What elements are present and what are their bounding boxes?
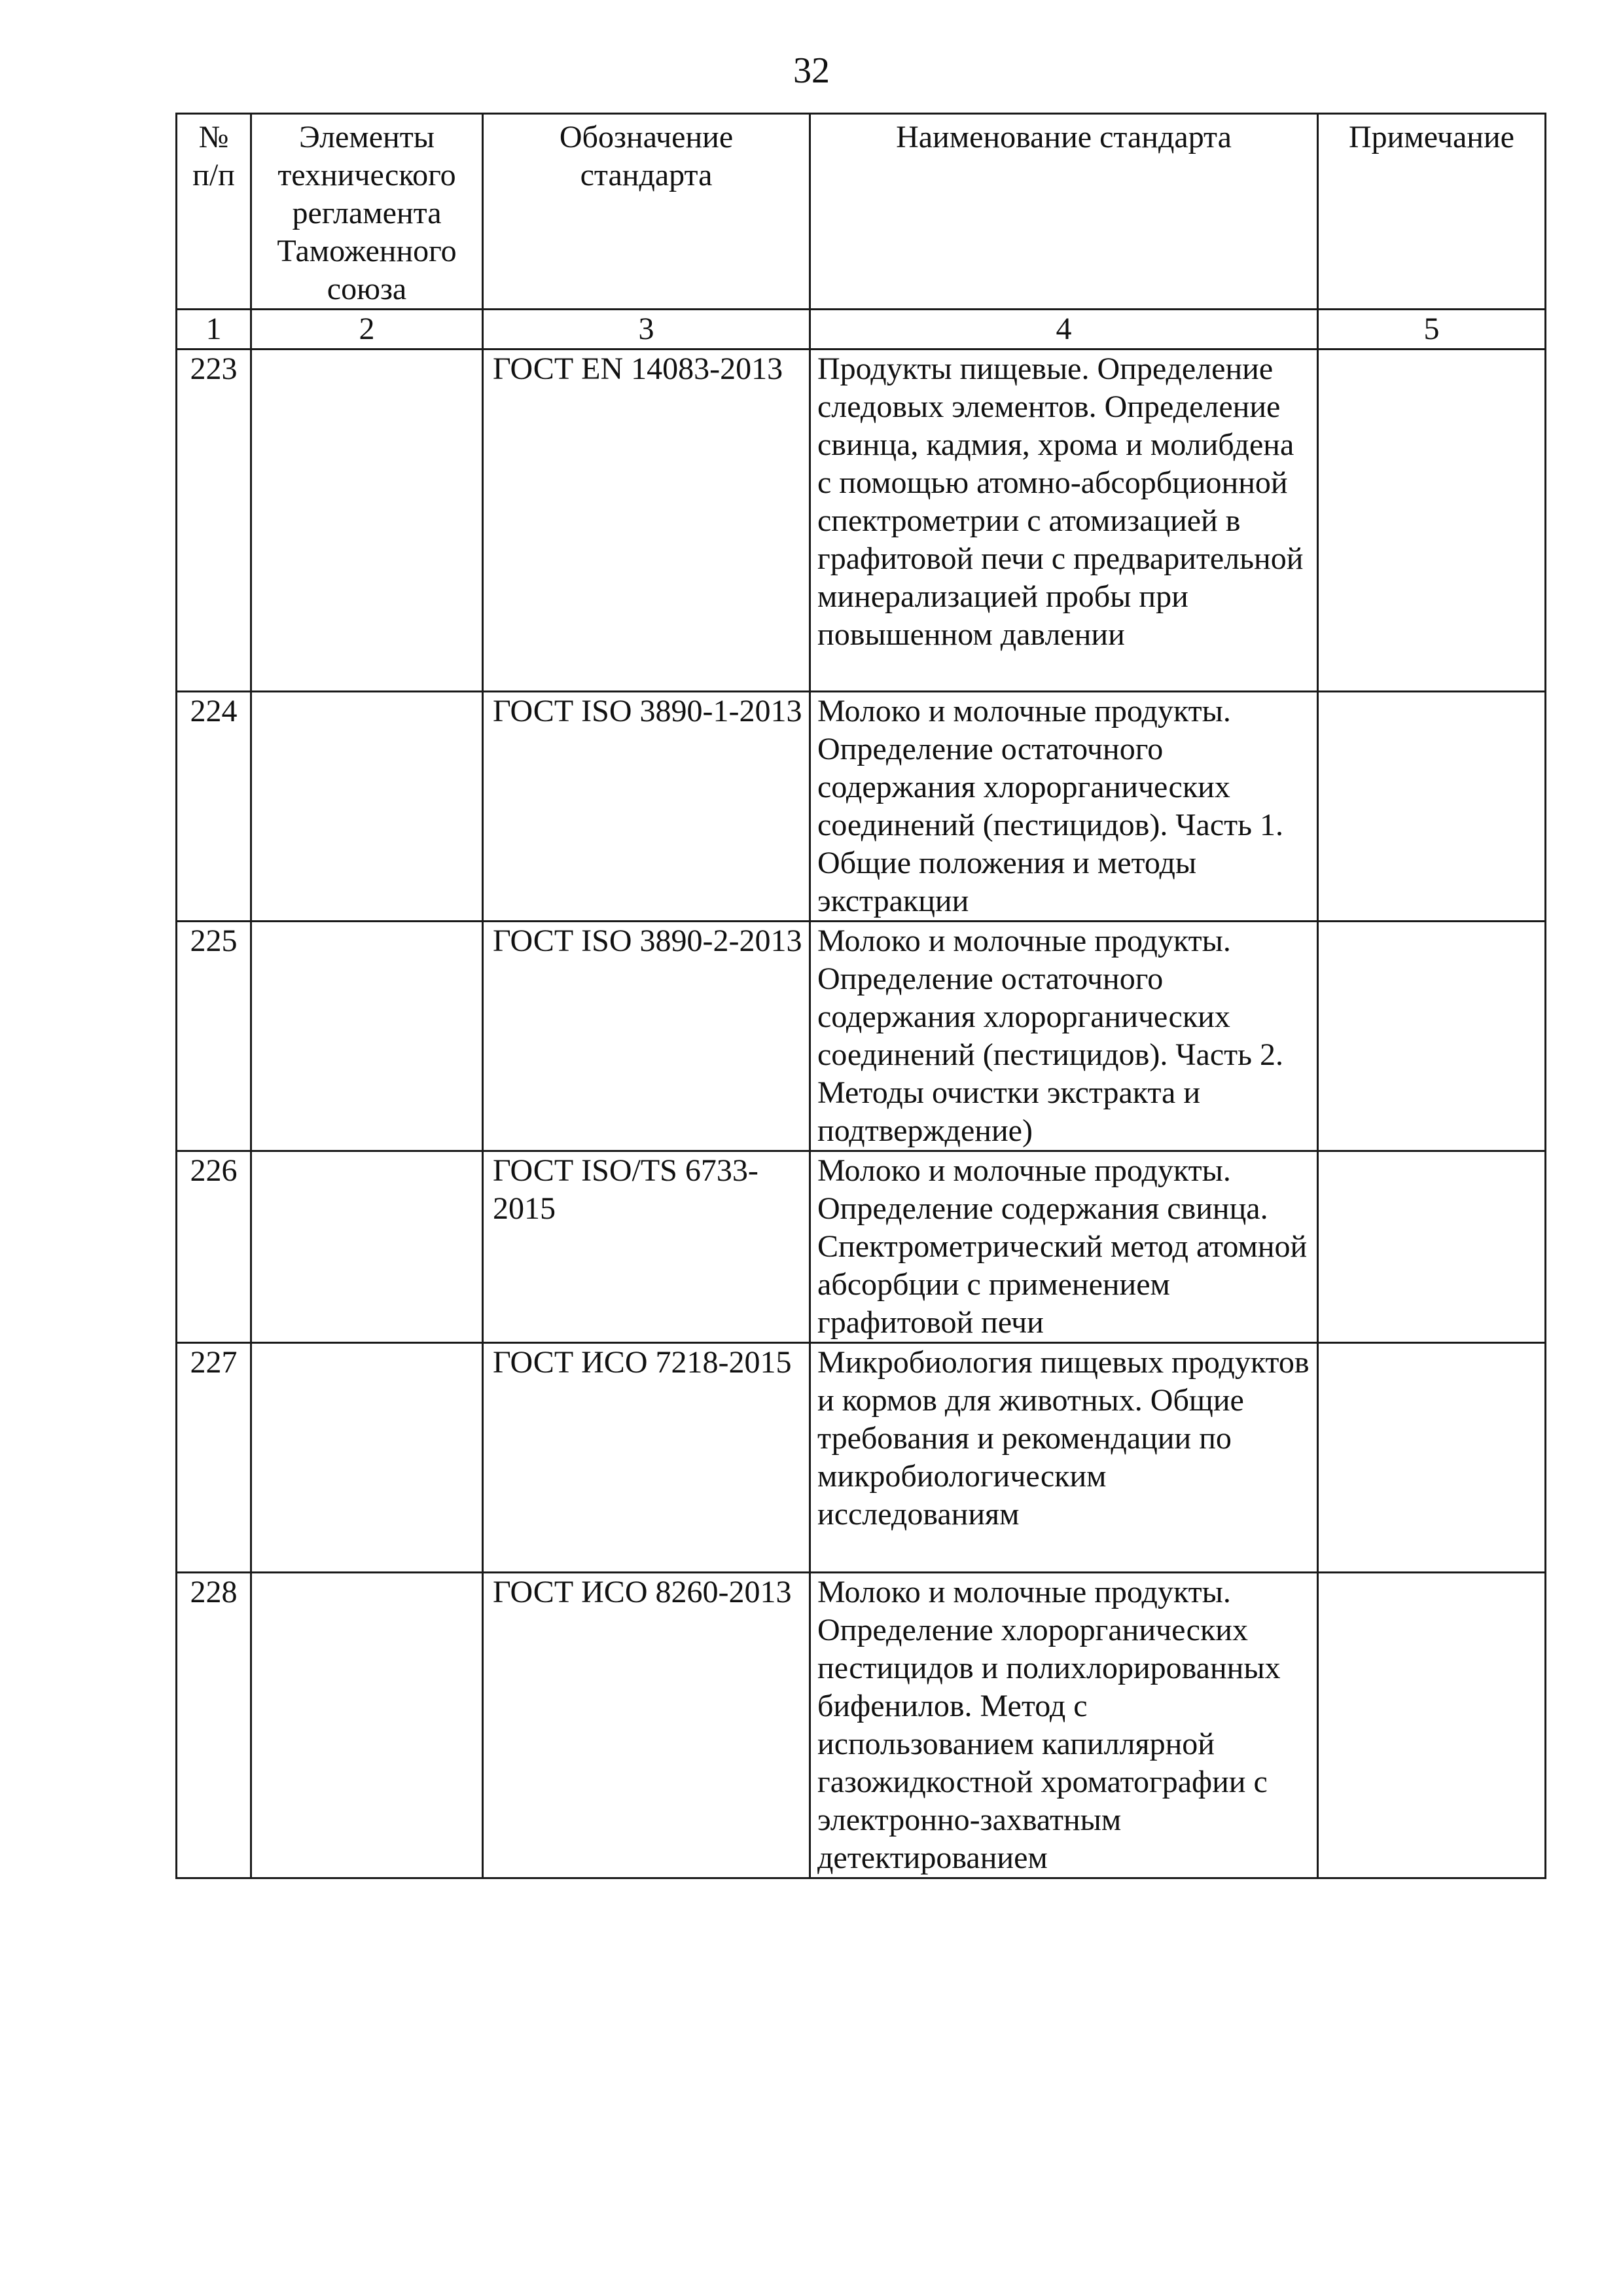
page-number: 32: [793, 50, 830, 91]
row-element: [251, 1573, 483, 1878]
row-note: [1318, 1151, 1546, 1343]
row-number: 223: [177, 350, 251, 692]
header-name: Наименование стандарта: [810, 114, 1318, 310]
standards-table: [175, 113, 1546, 1879]
row-element: [251, 1151, 483, 1343]
row-standard-name: Молоко и молочные продукты. Определение содержания свинца. Спектрометрический метод атомной абсорбции с применением графитовой печи: [810, 1151, 1318, 1343]
column-number: 4: [810, 310, 1318, 350]
row-element: [251, 1343, 483, 1573]
column-number-row: [177, 310, 1546, 350]
column-number: 5: [1318, 310, 1546, 350]
row-number: 226: [177, 1151, 251, 1343]
row-note: [1318, 922, 1546, 1151]
header-element: Элементы технического регламента Таможенного союза: [251, 114, 483, 310]
row-element: [251, 350, 483, 692]
row-number: 228: [177, 1573, 251, 1878]
header-num: № п/п: [177, 114, 251, 310]
table-row: [177, 1151, 1546, 1343]
table-row: [177, 692, 1546, 922]
column-number: 1: [177, 310, 251, 350]
table-row: [177, 1343, 1546, 1573]
row-note: [1318, 692, 1546, 922]
row-standard-code: ГОСТ ИСО 7218-2015: [483, 1343, 810, 1573]
column-number: 3: [483, 310, 810, 350]
table-row: [177, 350, 1546, 692]
table-row: [177, 1573, 1546, 1878]
row-standard-name: Молоко и молочные продукты. Определение остаточного содержания хлорорганических соединений (пестицидов). Часть 2. Методы очистки экстракта и подтверждение): [810, 922, 1318, 1151]
row-standard-name: Молоко и молочные продукты. Определение хлорорганических пестицидов и полихлорированных бифенилов. Метод с использованием капиллярной газожидкостной хроматографии с электронно-захватным детектированием: [810, 1573, 1318, 1878]
row-standard-code: ГОСТ ИСО 8260-2013: [483, 1573, 810, 1878]
row-number: 227: [177, 1343, 251, 1573]
row-number: 224: [177, 692, 251, 922]
row-note: [1318, 1343, 1546, 1573]
row-number: 225: [177, 922, 251, 1151]
header-note: Примечание: [1318, 114, 1546, 310]
row-standard-code: ГОСТ ISO/TS 6733-2015: [483, 1151, 810, 1343]
row-element: [251, 922, 483, 1151]
row-element: [251, 692, 483, 922]
table-header-row: [177, 114, 1546, 310]
row-note: [1318, 1573, 1546, 1878]
row-standard-name: Продукты пищевые. Определение следовых элементов. Определение свинца, кадмия, хрома и молибдена с помощью атомно-абсорбционной спектрометрии с атомизацией в графитовой печи с предварительной минерализацией пробы при повышенном давлении: [810, 350, 1318, 692]
row-standard-name: Молоко и молочные продукты. Определение остаточного содержания хлорорганических соединений (пестицидов). Часть 1. Общие положения и методы экстракции: [810, 692, 1318, 922]
row-standard-code: ГОСТ ISO 3890-1-2013: [483, 692, 810, 922]
row-standard-code: ГОСТ EN 14083-2013: [483, 350, 810, 692]
header-code: Обозначение стандарта: [483, 114, 810, 310]
row-standard-code: ГОСТ ISO 3890-2-2013: [483, 922, 810, 1151]
row-note: [1318, 350, 1546, 692]
column-number: 2: [251, 310, 483, 350]
table-row: [177, 922, 1546, 1151]
row-standard-name: Микробиология пищевых продуктов и кормов для животных. Общие требования и рекомендации по микробиологическим исследованиям: [810, 1343, 1318, 1573]
